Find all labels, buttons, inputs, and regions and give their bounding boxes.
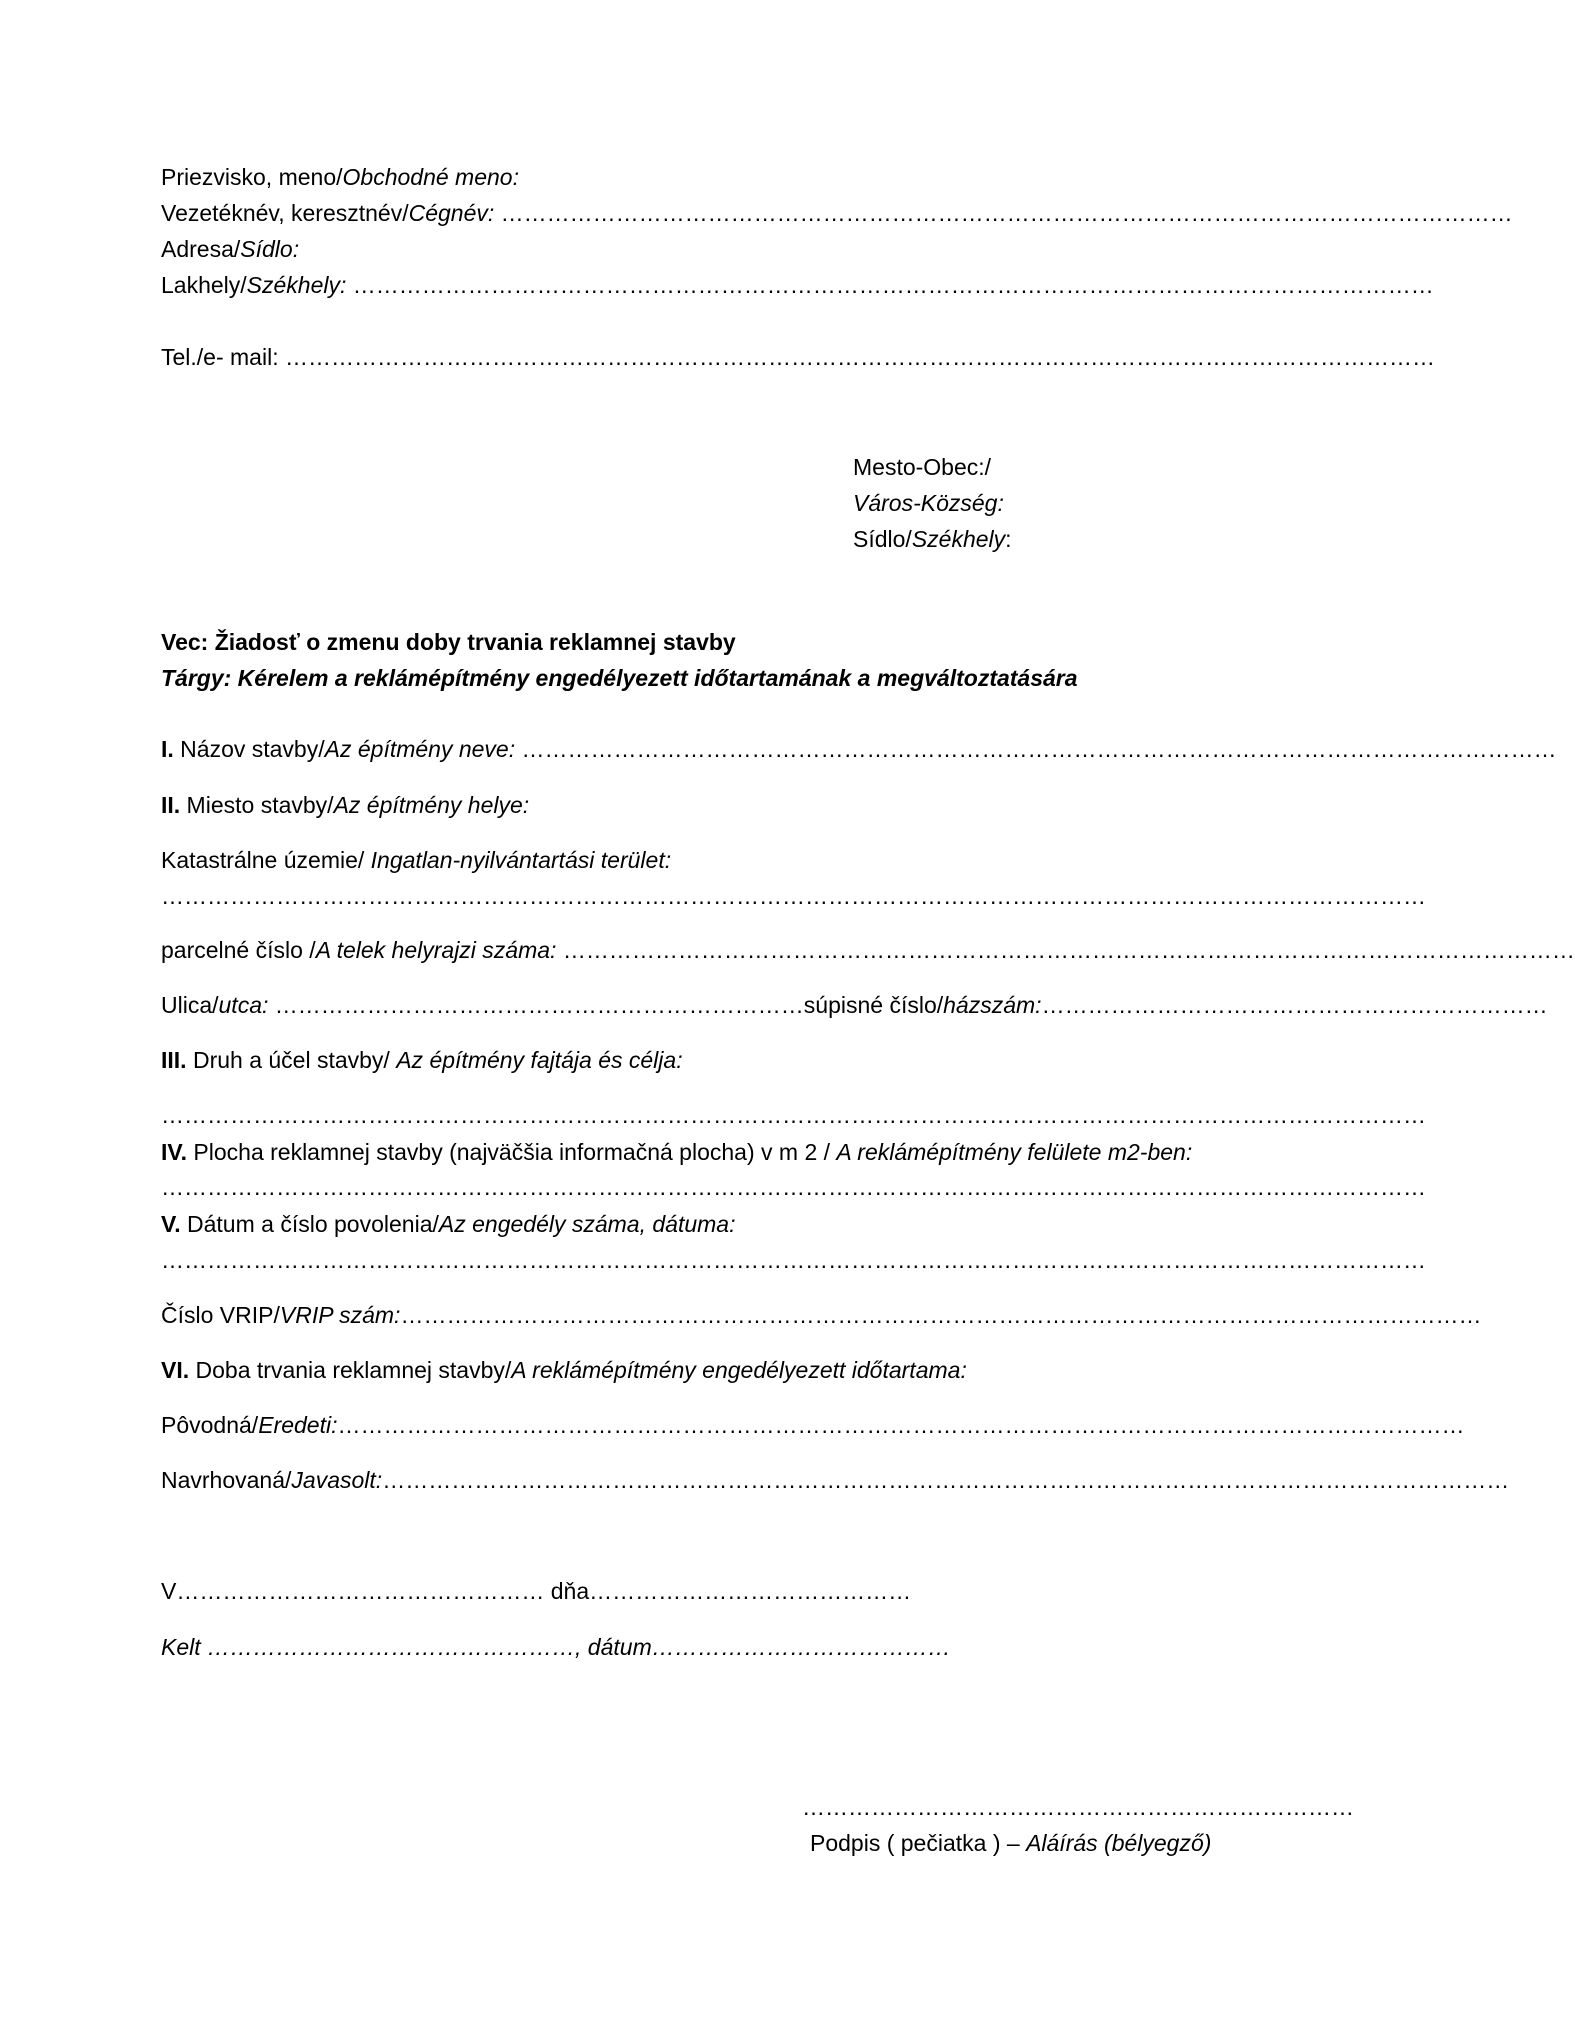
subject-hu: Tárgy: Kérelem a reklámépítmény engedélyezett időtartamának a megváltoztatására xyxy=(161,665,1078,691)
label-sk: Adresa/ xyxy=(161,236,241,262)
label-hu-italic: Székhely: xyxy=(246,272,347,298)
label-sk-italic: Sídlo: xyxy=(240,236,300,262)
label-hu: Vezetéknév, keresztnév/ xyxy=(161,200,409,226)
subject-sk: Vec: Žiadosť o zmenu doby trvania reklamnej stavby xyxy=(161,629,736,655)
fill-dots: ………………………………………………………… xyxy=(1041,992,1548,1018)
parcel-field[interactable] xyxy=(161,935,1575,965)
applicant-address-field[interactable] xyxy=(161,270,1434,300)
cadastral-field[interactable]: ………………………………………………………………………………………………………………………………………………… xyxy=(161,883,1426,909)
label-hu: Eredeti: xyxy=(258,1412,338,1438)
label-hu: Az építmény neve: xyxy=(324,736,522,762)
label-hu: VRIP szám: xyxy=(279,1302,401,1328)
label-hu-italic: Cégnév: xyxy=(408,200,495,226)
proposed-duration-field[interactable] xyxy=(161,1465,1510,1495)
applicant-name-label xyxy=(161,162,519,192)
label-hu: Lakhely/ xyxy=(161,272,247,298)
label-sk: Priezvisko, meno/ xyxy=(161,164,343,190)
section-number: VI. xyxy=(161,1357,190,1383)
fill-dots: …………………………………………………………………………………………………………………… xyxy=(494,200,1513,226)
label-sk: Ulica/ xyxy=(161,992,219,1018)
label-hu: Az építmény fajtája és célja: xyxy=(396,1047,683,1073)
fill-dots: …………………………………… xyxy=(589,1578,912,1604)
cadastral-label xyxy=(161,845,671,875)
original-duration-field[interactable] xyxy=(161,1410,1465,1440)
place-label: V xyxy=(161,1578,177,1604)
label-sk: Podpis ( pečiatka ) – xyxy=(810,1830,1027,1856)
fill-dots: ……………………………………………………………………………………………………………………… xyxy=(521,736,1557,762)
fill-dots: ………………………………………………………………………………………………………………………………… xyxy=(382,1467,1510,1493)
seat-sk: Sídlo/ xyxy=(853,526,912,552)
label-sk: Navrhovaná/ xyxy=(161,1467,292,1493)
type-purpose-field[interactable]: ………………………………………………………………………………………………………………………………………………… xyxy=(161,1102,1426,1128)
seat-colon: : xyxy=(1005,526,1012,552)
label-hu: A reklámépítmény engedélyezett időtartama: xyxy=(511,1357,967,1383)
recipient-city: Mesto-Obec:/ xyxy=(853,454,992,480)
fill-dots: …………………………………………………………………………………………………………………… xyxy=(562,937,1575,963)
fill-dots: ………………………………………………………………………………………………………………………………… xyxy=(337,1412,1465,1438)
label-hu: A reklámépítmény felülete m2-ben: xyxy=(836,1139,1193,1165)
label-sk: Názov stavby/ xyxy=(173,736,325,762)
section-3-type-purpose xyxy=(161,1045,683,1075)
house-label-sk: súpisné číslo/ xyxy=(803,992,944,1018)
signature-label xyxy=(810,1828,1211,1858)
recipient-seat xyxy=(853,524,1012,554)
label-sk: Doba trvania reklamnej stavby/ xyxy=(189,1357,512,1383)
section-number: III. xyxy=(161,1047,187,1073)
vrip-field[interactable] xyxy=(161,1300,1482,1330)
day-label: dňa xyxy=(544,1578,590,1604)
place-date-sk[interactable] xyxy=(161,1576,911,1606)
label-sk: Pôvodná/ xyxy=(161,1412,259,1438)
contact-label: Tel./e- mail: xyxy=(161,344,285,370)
section-1-building-name[interactable] xyxy=(161,734,1557,764)
fill-dots: ………………………………………… xyxy=(207,1634,576,1660)
section-6-duration xyxy=(161,1355,967,1385)
house-label-hu: házszám: xyxy=(943,992,1042,1018)
day-label: , dátum xyxy=(575,1634,652,1660)
fill-dots: …………………………………………………………………………………………………………………………… xyxy=(400,1302,1482,1328)
applicant-name-field[interactable] xyxy=(161,198,1513,228)
label-hu: Az építmény helye: xyxy=(333,792,530,818)
section-number: IV. xyxy=(161,1139,188,1165)
seat-hu: Székhely xyxy=(911,526,1006,552)
fill-dots: ………………………………… xyxy=(651,1634,951,1660)
label-hu: Ingatlan-nyilvántartási terület: xyxy=(370,847,672,873)
label-hu: Javasolt: xyxy=(291,1467,383,1493)
street-field[interactable] xyxy=(161,990,1548,1020)
label-sk: Druh a účel stavby/ xyxy=(186,1047,397,1073)
label-sk: Číslo VRIP/ xyxy=(161,1302,280,1328)
label-sk: Katastrálne územie/ xyxy=(161,847,371,873)
signature-line[interactable]: ……………………………………………………………… xyxy=(802,1794,1354,1820)
label-sk-italic: Obchodné meno: xyxy=(342,164,519,190)
place-date-hu[interactable] xyxy=(161,1632,951,1662)
fill-dots: …………………………………………………………………………………………………………………………… xyxy=(346,272,1434,298)
permit-field[interactable]: ………………………………………………………………………………………………………………………………………………… xyxy=(161,1247,1426,1273)
fill-dots: …………………………………………………………………………………………………………………………………… xyxy=(284,344,1435,370)
area-field[interactable]: ………………………………………………………………………………………………………………………………………………… xyxy=(161,1174,1426,1200)
place-label: Kelt xyxy=(161,1634,208,1660)
fill-dots: …………………………………………………………… xyxy=(274,992,804,1018)
section-5-permit xyxy=(161,1209,735,1239)
applicant-contact-field[interactable] xyxy=(161,342,1435,372)
recipient-city-hu: Város-Község: xyxy=(853,490,1004,516)
label-sk: Plocha reklamnej stavby (najväčšia informačná plocha) v m 2 / xyxy=(187,1139,837,1165)
label-hu: Az engedély száma, dátuma: xyxy=(438,1211,736,1237)
label-hu: A telek helyrajzi száma: xyxy=(315,937,563,963)
label-sk: parcelné číslo / xyxy=(161,937,316,963)
section-2-location xyxy=(161,790,529,820)
section-number: V. xyxy=(161,1211,181,1237)
section-number: II. xyxy=(161,792,181,818)
label-sk: Dátum a číslo povolenia/ xyxy=(180,1211,439,1237)
fill-dots: ………………………………………… xyxy=(176,1578,545,1604)
label-hu: utca: xyxy=(218,992,275,1018)
label-hu: Aláírás (bélyegző) xyxy=(1026,1830,1212,1856)
label-sk: Miesto stavby/ xyxy=(180,792,334,818)
section-number: I. xyxy=(161,736,174,762)
section-4-area xyxy=(161,1137,1192,1167)
applicant-address-label xyxy=(161,234,299,264)
